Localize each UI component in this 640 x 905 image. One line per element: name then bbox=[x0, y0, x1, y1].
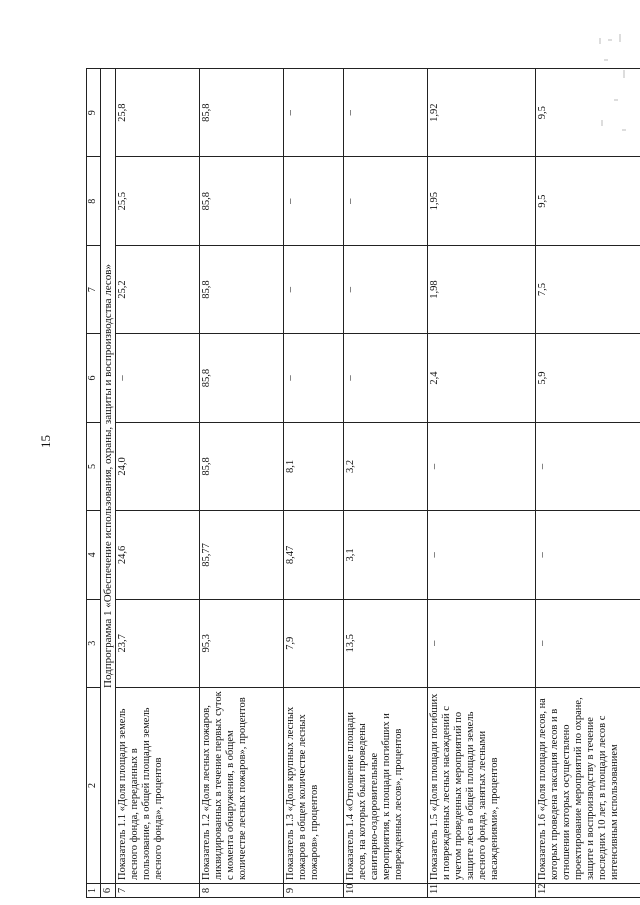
table-frame bbox=[86, 68, 620, 898]
value-cell: 2,4 bbox=[428, 334, 536, 422]
value-cell: – bbox=[536, 511, 640, 599]
indicator-name: Показатель 1.2 «Доля лесных пожаров, ликвидированных в течение первых суток с момента обнаружения, в общем количестве лесных пожаров», процентов bbox=[200, 688, 284, 884]
table-row bbox=[284, 69, 344, 898]
header-cell: 2 bbox=[87, 688, 101, 884]
value-cell: – bbox=[284, 157, 344, 245]
indicator-name: Показатель 1.6 «Доля площади лесов, на которых проведена таксация лесов и в отношении которых осуществлено проектирование мероприятий по охране, защите и воспроизводству в течение последних 10 лет, в площади лесов с интенсивным использованием bbox=[536, 688, 640, 884]
value-cell: – bbox=[116, 334, 200, 422]
value-cell: 8,1 bbox=[284, 422, 344, 510]
value-cell: 8,47 bbox=[284, 511, 344, 599]
value-cell: 25,2 bbox=[116, 245, 200, 333]
header-row bbox=[87, 69, 101, 898]
row-number: 12 bbox=[536, 884, 640, 898]
header-cell: 8 bbox=[87, 157, 101, 245]
value-cell: 9,5 bbox=[536, 157, 640, 245]
value-cell: 1,92 bbox=[428, 69, 536, 157]
value-cell: – bbox=[428, 422, 536, 510]
value-cell: 85,8 bbox=[200, 245, 284, 333]
indicator-name: Показатель 1.4 «Отношение площади лесов, на которых были проведены санитарно-оздоровительные мероприятия, к площади погибших и поврежденных лесов», процентов bbox=[344, 688, 428, 884]
row-number: 9 bbox=[284, 884, 344, 898]
header-cell: 7 bbox=[87, 245, 101, 333]
header-cell: 4 bbox=[87, 511, 101, 599]
value-cell: 5,9 bbox=[536, 334, 640, 422]
table-row bbox=[428, 69, 536, 898]
value-cell: – bbox=[344, 157, 428, 245]
indicators-table bbox=[86, 68, 640, 898]
value-cell: 24,0 bbox=[116, 422, 200, 510]
row-number: 10 bbox=[344, 884, 428, 898]
value-cell: 3,1 bbox=[344, 511, 428, 599]
value-cell: 3,2 bbox=[344, 422, 428, 510]
value-cell: 85,8 bbox=[200, 69, 284, 157]
value-cell: – bbox=[284, 245, 344, 333]
row-number: 11 bbox=[428, 884, 536, 898]
value-cell: 13,5 bbox=[344, 599, 428, 687]
table-row bbox=[344, 69, 428, 898]
value-cell: – bbox=[428, 511, 536, 599]
value-cell: 85,77 bbox=[200, 511, 284, 599]
header-cell: 5 bbox=[87, 422, 101, 510]
row-number: 7 bbox=[116, 884, 200, 898]
header-cell: 1 bbox=[87, 884, 101, 898]
value-cell: – bbox=[536, 422, 640, 510]
value-cell: – bbox=[284, 69, 344, 157]
indicator-name: Показатель 1.5 «Доля площади погибших и поврежденных лесных насаждений с учетом проведенных мероприятий по защите леса в общей площади земель лесного фонда, занятых лесными насаждениями», процентов bbox=[428, 688, 536, 884]
value-cell: 85,8 bbox=[200, 157, 284, 245]
scan-artifact-marks bbox=[594, 30, 634, 150]
value-cell: 9,5 bbox=[536, 69, 640, 157]
value-cell: 23,7 bbox=[116, 599, 200, 687]
value-cell: 25,5 bbox=[116, 157, 200, 245]
table-row bbox=[116, 69, 200, 898]
header-cell: 9 bbox=[87, 69, 101, 157]
header-cell: 6 bbox=[87, 334, 101, 422]
indicator-name: Показатель 1.3 «Доля крупных лесных пожаров в общем количестве лесных пожаров», процентов bbox=[284, 688, 344, 884]
value-cell: 24,6 bbox=[116, 511, 200, 599]
table-row bbox=[536, 69, 640, 898]
value-cell: 25,8 bbox=[116, 69, 200, 157]
value-cell: – bbox=[536, 599, 640, 687]
value-cell: 1,98 bbox=[428, 245, 536, 333]
value-cell: – bbox=[344, 245, 428, 333]
value-cell: 7,9 bbox=[284, 599, 344, 687]
row-number: 6 bbox=[101, 884, 116, 898]
value-cell: 85,8 bbox=[200, 422, 284, 510]
value-cell: – bbox=[344, 69, 428, 157]
value-cell: – bbox=[344, 334, 428, 422]
value-cell: 7,5 bbox=[536, 245, 640, 333]
indicator-name: Показатель 1.1 «Доля площади земель лесного фонда, переданных в пользование, в общей площади земель лесного фонда», процентов bbox=[116, 688, 200, 884]
value-cell: 1,95 bbox=[428, 157, 536, 245]
subprogram-title: Подпрограмма 1 «Обеспечение использования, охраны, защиты и воспроизводства лесов» bbox=[101, 69, 116, 884]
value-cell: – bbox=[284, 334, 344, 422]
row-number: 8 bbox=[200, 884, 284, 898]
page-number: 15 bbox=[38, 435, 53, 448]
value-cell: 95,3 bbox=[200, 599, 284, 687]
table-row bbox=[200, 69, 284, 898]
header-cell: 3 bbox=[87, 599, 101, 687]
subprogram-row bbox=[101, 69, 116, 898]
value-cell: 85,8 bbox=[200, 334, 284, 422]
value-cell: – bbox=[428, 599, 536, 687]
